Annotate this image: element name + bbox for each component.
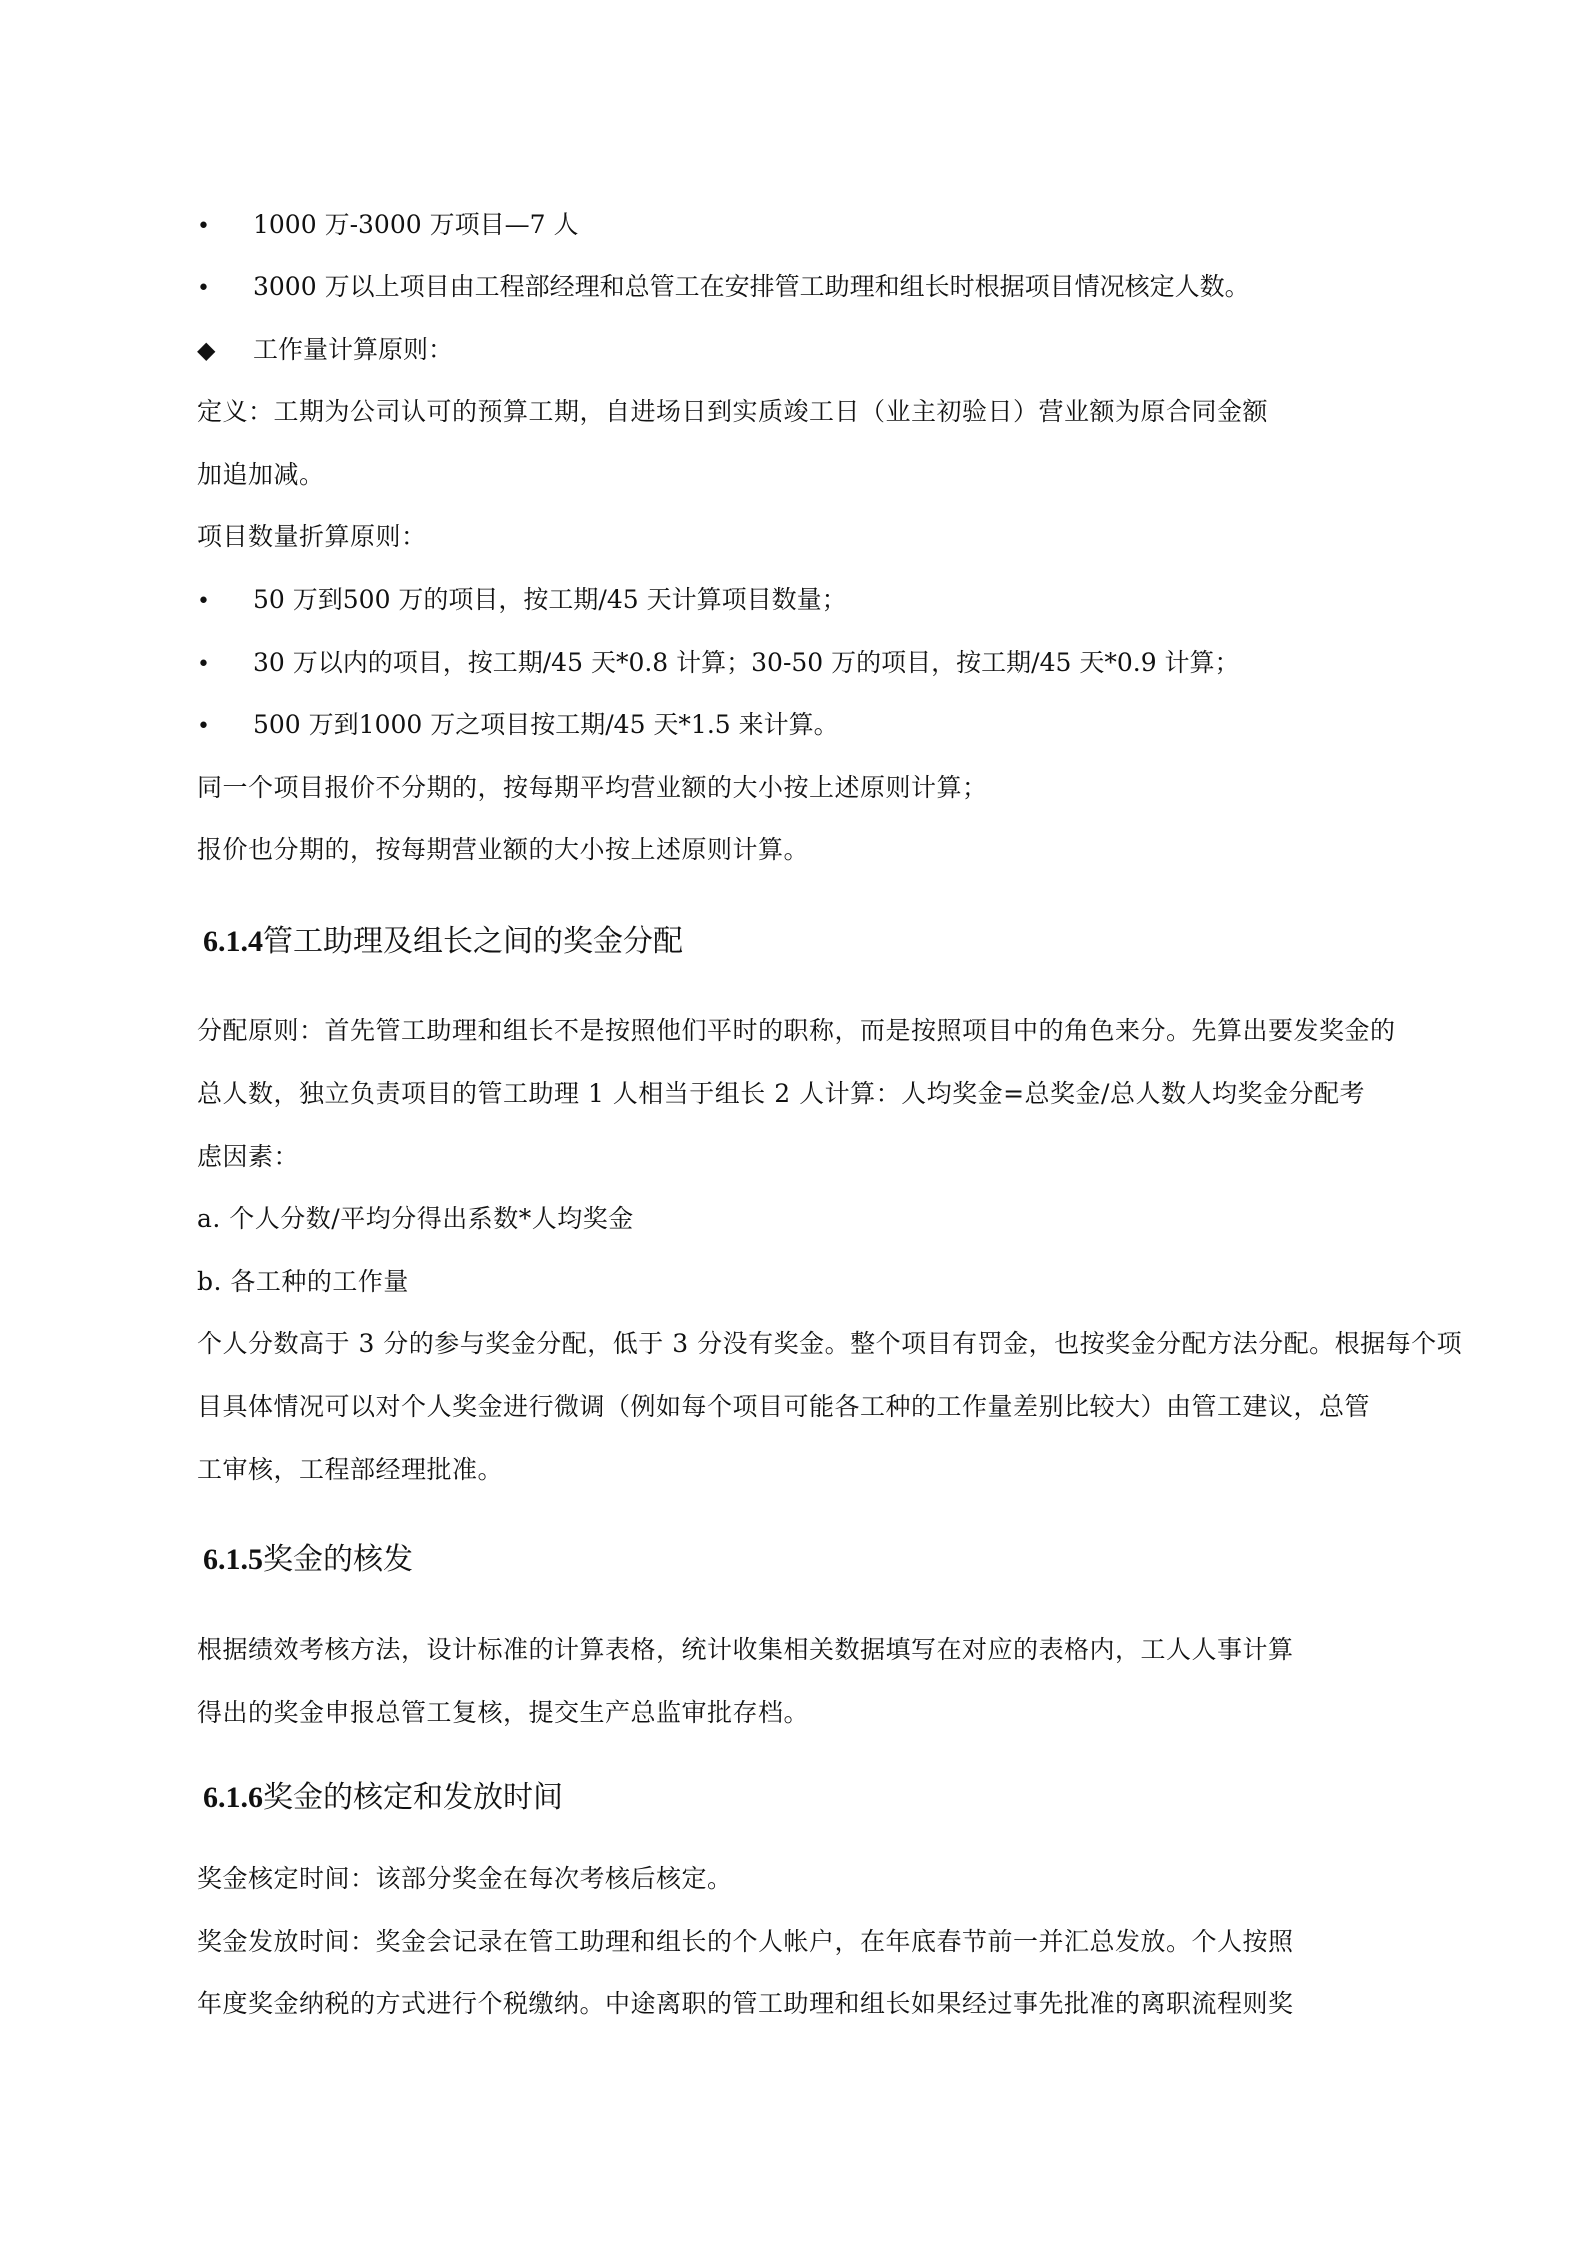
list-item (197, 708, 839, 744)
section-number: 6.1.5 (203, 1543, 263, 1576)
list-item-text: 50 万到500 万的项目，按工期/45 天计算项目数量； (253, 585, 847, 614)
section-number: 6.1.4 (203, 925, 263, 958)
list-item (197, 208, 578, 244)
conversion-title: 项目数量折算原则： (197, 522, 427, 551)
list-item (197, 583, 847, 619)
paragraph-line: 根据绩效考核方法，设计标准的计算表格，统计收集相关数据填写在对应的表格内，工人人事计算 (197, 1635, 1294, 1664)
section-title: 奖金的核定和发放时间 (263, 1780, 563, 1815)
note-line: 报价也分期的，按每期营业额的大小按上述原则计算。 (197, 835, 810, 864)
paragraph-line: 奖金发放时间：奖金会记录在管工助理和组长的个人帐户，在年底春节前一并汇总发放。个人按照 (197, 1927, 1294, 1956)
paragraph-line: 总人数，独立负责项目的管工助理 1 人相当于组长 2 人计算：人均奖金=总奖金/总人数人均奖金分配考 (197, 1079, 1365, 1108)
workload-heading (197, 333, 453, 367)
section-number: 6.1.6 (203, 1781, 263, 1814)
paragraph-line: 分配原则：首先管工助理和组长不是按照他们平时的职称，而是按照项目中的角色来分。先算出要发奖金的 (197, 1016, 1396, 1045)
list-item (197, 646, 1240, 682)
section-heading (203, 1778, 563, 1818)
diamond-icon: ◆ (197, 336, 216, 364)
list-item-text: 3000 万以上项目由工程部经理和总管工在安排管工助理和组长时根据项目情况核定人数。 (253, 272, 1250, 301)
paragraph-line: 得出的奖金申报总管工复核，提交生产总监审批存档。 (197, 1698, 810, 1727)
list-item-text: 500 万到1000 万之项目按工期/45 天*1.5 来计算。 (253, 710, 839, 739)
bullet-icon: • (197, 589, 210, 614)
paragraph-line: 奖金核定时间：该部分奖金在每次考核后核定。 (197, 1864, 733, 1893)
workload-title: 工作量计算原则： (253, 335, 454, 364)
paragraph-line: 年度奖金纳税的方式进行个税缴纳。中途离职的管工助理和组长如果经过事先批准的离职流程则奖 (197, 1989, 1294, 2018)
paragraph-line: a. 个人分数/平均分得出系数*人均奖金 (197, 1204, 634, 1233)
note-line: 同一个项目报价不分期的，按每期平均营业额的大小按上述原则计算； (197, 773, 988, 802)
list-item (197, 270, 1250, 306)
section-heading (203, 922, 683, 962)
bullet-icon: • (197, 714, 210, 739)
paragraph-line: 虑因素： (197, 1142, 300, 1171)
bullet-icon: • (197, 276, 210, 301)
definition-line: 加追加减。 (197, 460, 325, 489)
section-title: 奖金的核发 (263, 1542, 413, 1577)
paragraph-line: 个人分数高于 3 分的参与奖金分配，低于 3 分没有奖金。整个项目有罚金，也按奖金分配方法分配。根据每个项 (197, 1329, 1463, 1358)
list-item-text: 30 万以内的项目，按工期/45 天*0.8 计算；30-50 万的项目，按工期/45 天*0.9 计算； (253, 648, 1240, 677)
list-item-text: 1000 万-3000 万项目—7 人 (253, 210, 579, 239)
paragraph-line: 目具体情况可以对个人奖金进行微调（例如每个项目可能各工种的工作量差别比较大）由管工建议，总管 (197, 1392, 1371, 1421)
paragraph-line: b. 各工种的工作量 (197, 1267, 409, 1296)
paragraph-line: 工审核，工程部经理批准。 (197, 1455, 504, 1484)
section-heading (203, 1540, 413, 1580)
definition-line: 定义：工期为公司认可的预算工期，自进场日到实质竣工日（业主初验日）营业额为原合同金额 (197, 397, 1269, 426)
bullet-icon: • (197, 652, 210, 677)
bullet-icon: • (197, 214, 210, 239)
section-title: 管工助理及组长之间的奖金分配 (263, 924, 683, 959)
